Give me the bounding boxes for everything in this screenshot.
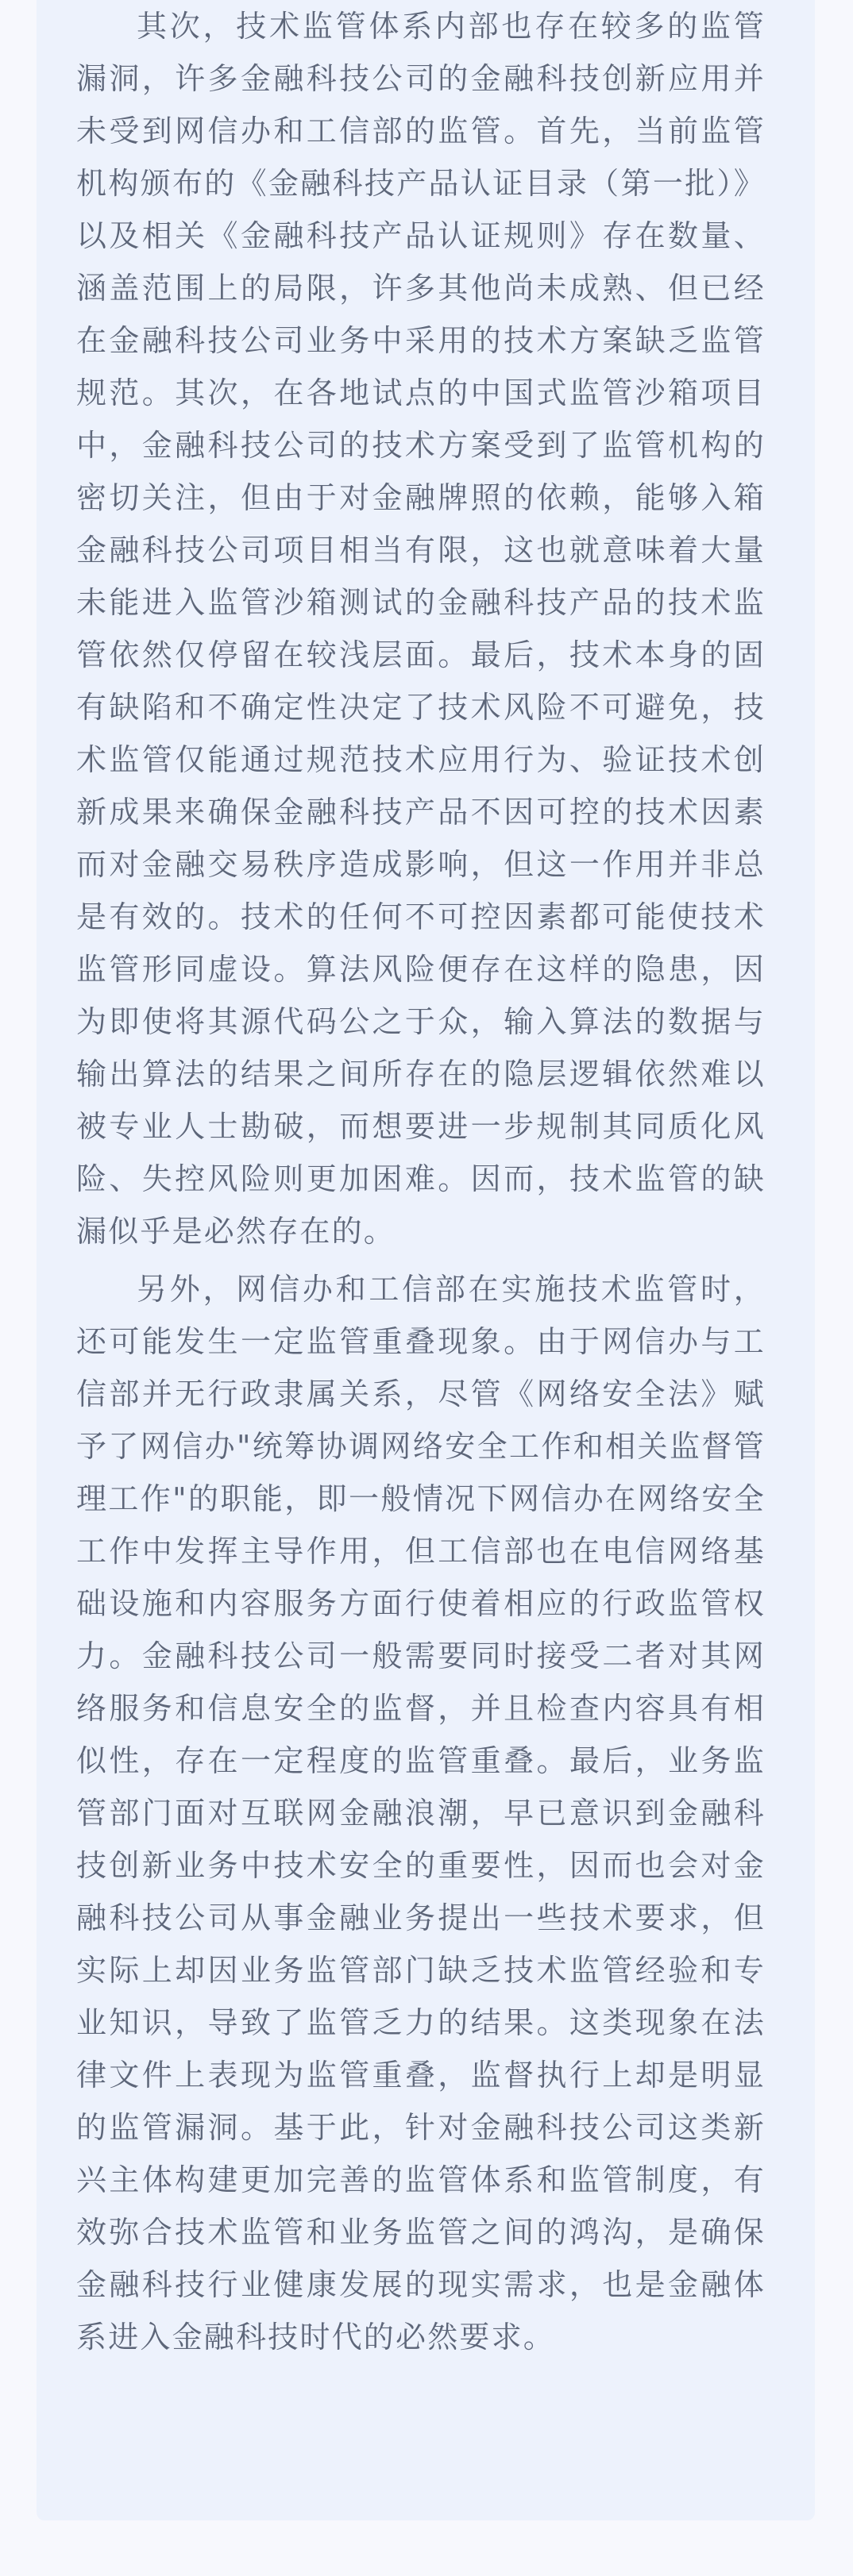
article-body bbox=[76, 0, 766, 2363]
paragraph-regulatory-gaps: 其次，技术监管体系内部也存在较多的监管漏洞，许多金融科技公司的金融科技创新应用并未受到网信办和工信部的监管。首先，当前监管机构颁布的《金融科技产品认证目录（第一批）》以及相关《金融科技产品认证规则》存在数量、涵盖范围上的局限，许多其他尚未成熟、但已经在金融科技公司业务中采用的技术方案缺乏监管规范。其次，在各地试点的中国式监管沙箱项目中，金融科技公司的技术方案受到了监管机构的密切关注，但由于对金融牌照的依赖，能够入箱金融科技公司项目相当有限，这也就意味着大量未能进入监管沙箱测试的金融科技产品的技术监管依然仅停留在较浅层面。最后，技术本身的固有缺陷和不确定性决定了技术风险不可避免，技术监管仅能通过规范技术应用行为、验证技术创新成果来确保金融科技产品不因可控的技术因素而对金融交易秩序造成影响，但这一作用并非总是有效的。技术的任何不可控因素都可能使技术监管形同虚设。算法风险便存在这样的隐患，因为即使将其源代码公之于众，输入算法的数据与输出算法的结果之间所存在的隐层逻辑依然难以被专业人士勘破，而想要进一步规制其同质化风险、失控风险则更加困难。因而，技术监管的缺漏似乎是必然存在的。 bbox=[76, 9, 766, 1249]
paragraph-regulatory-overlap: 另外，网信办和工信部在实施技术监管时，还可能发生一定监管重叠现象。由于网信办与工信部并无行政隶属关系，尽管《网络安全法》赋予了网信办"统筹协调网络安全工作和相关监督管理工作"的职能，即一般情况下网信办在网络安全工作中发挥主导作用，但工信部也在电信网络基础设施和内容服务方面行使着相应的行政监管权力。金融科技公司一般需要同时接受二者对其网络服务和信息安全的监督，并且检查内容具有相似性，存在一定程度的监管重叠。最后，业务监管部门面对互联网金融浪潮，早已意识到金融科技创新业务中技术安全的重要性，因而也会对金融科技公司从事金融业务提出一些技术要求，但实际上却因业务监管部门缺乏技术监管经验和专业知识，导致了监管乏力的结果。这类现象在法律文件上表现为监管重叠，监督执行上却是明显的监管漏洞。基于此，针对金融科技公司这类新兴主体构建更加完善的监管体系和监管制度，有效弥合技术监管和业务监管之间的鸿沟，是确保金融科技行业健康发展的现实需求，也是金融体系进入金融科技时代的必然要求。 bbox=[76, 1272, 766, 2355]
